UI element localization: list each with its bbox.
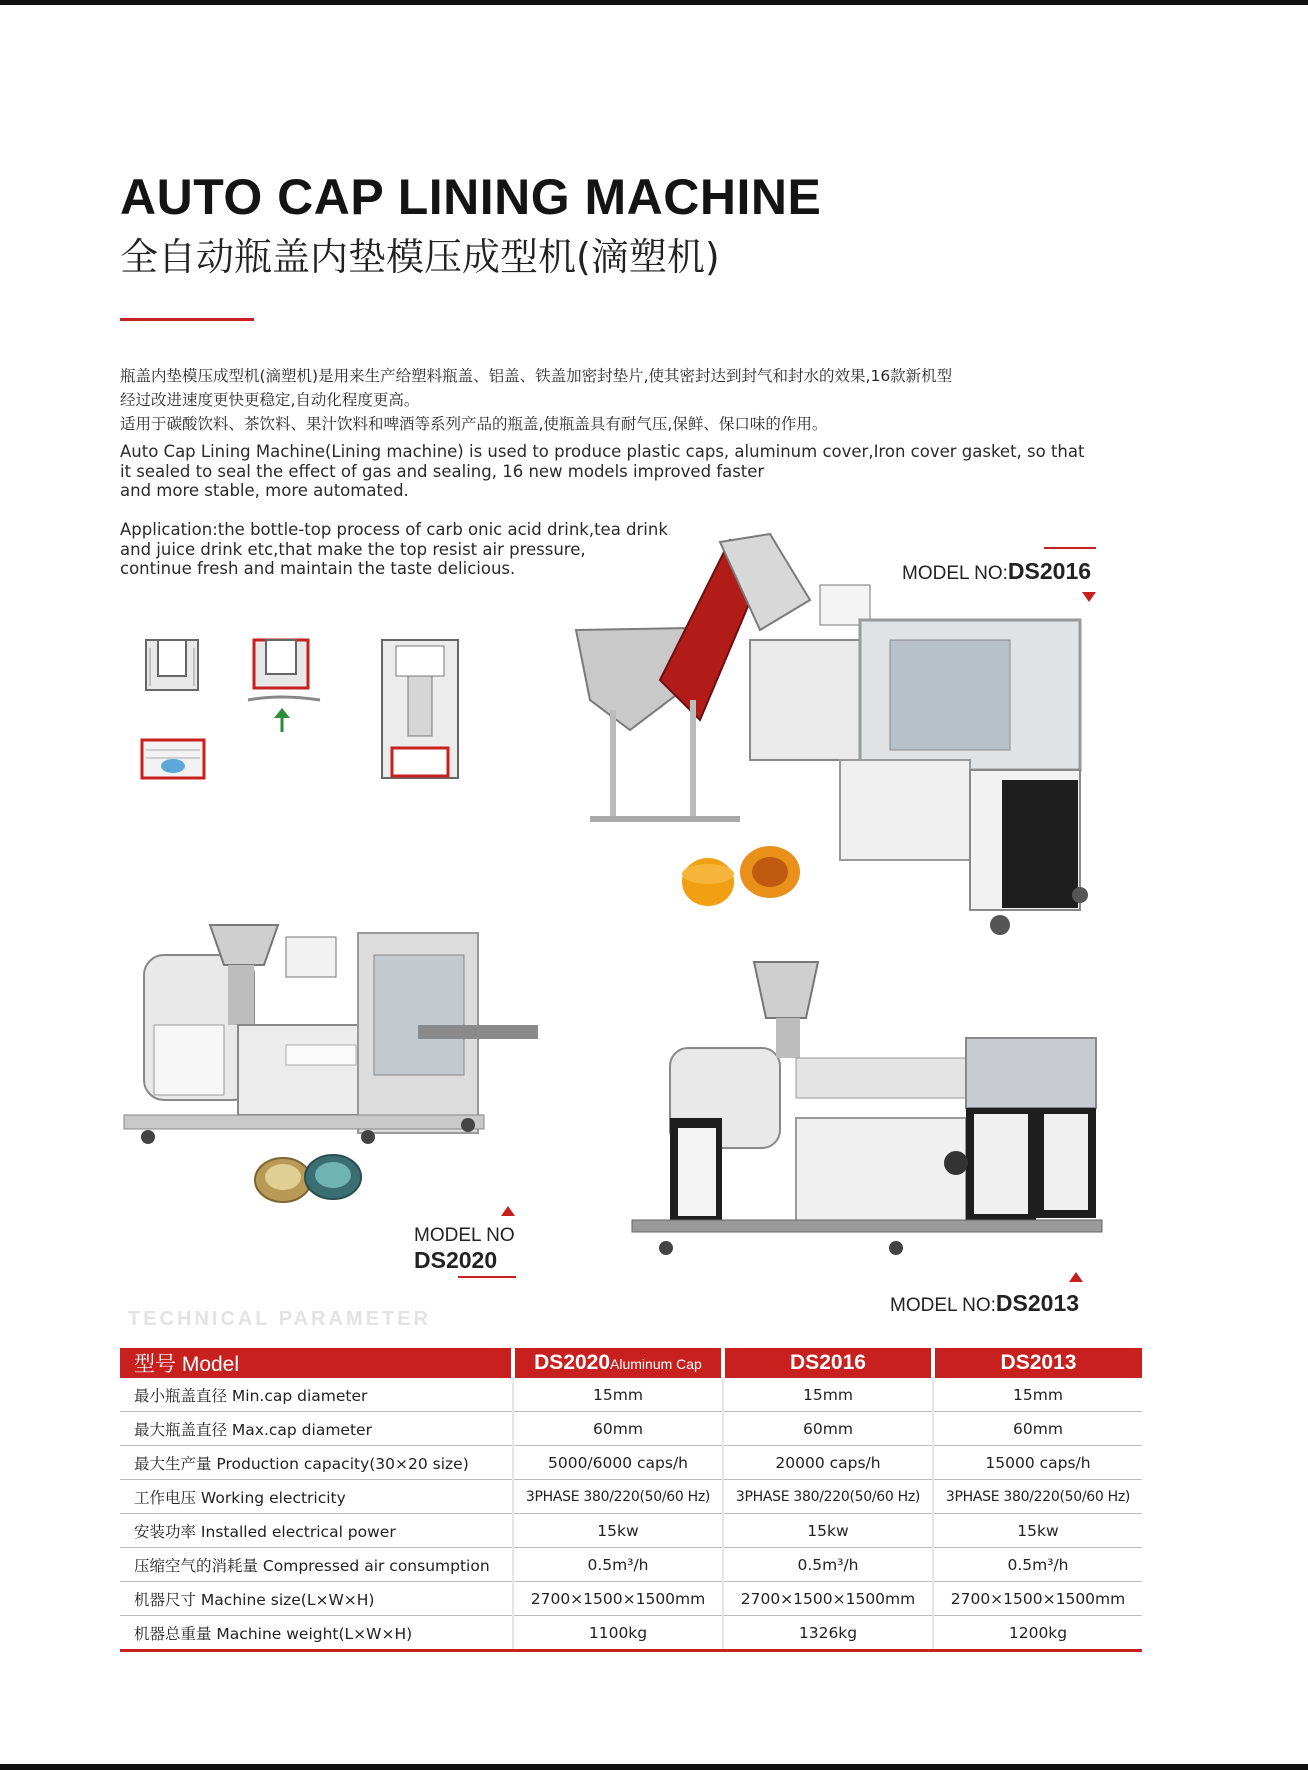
model-label-prefix: MODEL NO: <box>890 1295 996 1316</box>
cell-ds2020: 60mm <box>513 1412 723 1446</box>
model-label-rule <box>1044 547 1096 549</box>
cell-ds2020: 0.5m³/h <box>513 1548 723 1582</box>
model-label-ds2016 <box>902 558 1091 585</box>
cell-ds2013: 15kw <box>933 1514 1142 1548</box>
table-row <box>120 1412 1142 1446</box>
header-model-subtitle: Aluminum Cap <box>610 1356 702 1372</box>
table-row <box>120 1514 1142 1548</box>
model-label-rule <box>458 1276 516 1278</box>
model-label-ds2020 <box>414 1224 515 1272</box>
aluminum-cap-samples <box>255 1155 361 1202</box>
cell-ds2013: 60mm <box>933 1412 1142 1446</box>
cell-ds2013: 3PHASE 380/220(50/60 Hz) <box>933 1480 1142 1514</box>
cell-ds2016: 1326kg <box>723 1616 933 1651</box>
mold-press-icon <box>382 640 458 778</box>
cap-with-liner-icon <box>248 640 320 732</box>
cell-ds2020: 5000/6000 caps/h <box>513 1446 723 1480</box>
table-header-model: 型号 Model <box>120 1348 513 1378</box>
cell-ds2020: 15kw <box>513 1514 723 1548</box>
row-label: 机器尺寸 Machine size(L×W×H) <box>120 1582 513 1616</box>
table-row <box>120 1378 1142 1412</box>
model-label-prefix: MODEL NO: <box>902 563 1008 584</box>
ds2020-machine-image <box>118 915 598 1215</box>
cap-lining-process-diagram <box>130 628 480 788</box>
top-border <box>0 0 1308 5</box>
table-header-ds2013: DS2013 <box>933 1348 1142 1378</box>
model-label-ds2013 <box>890 1290 1079 1317</box>
row-label: 安装功率 Installed electrical power <box>120 1514 513 1548</box>
cell-ds2013: 15mm <box>933 1378 1142 1412</box>
cell-ds2020: 2700×1500×1500mm <box>513 1582 723 1616</box>
cap-cross-section-icon <box>146 640 198 690</box>
model-label-prefix: MODEL NO <box>414 1225 515 1246</box>
description-english-line: Auto Cap Lining Machine(Lining machine) is used to produce plastic caps, aluminum cover,Iron cover gasket, so that <box>120 442 1085 461</box>
description-chinese <box>120 364 1110 436</box>
cell-ds2013: 2700×1500×1500mm <box>933 1582 1142 1616</box>
lining-material-icon <box>142 740 204 778</box>
cell-ds2020: 1100kg <box>513 1616 723 1651</box>
cell-ds2013: 1200kg <box>933 1616 1142 1651</box>
description-chinese-line: 适用于碳酸饮料、茶饮料、果汁饮料和啤酒等系列产品的瓶盖,使瓶盖具有耐气压,保鲜、保口味的作用。 <box>120 415 828 433</box>
triangle-down-icon <box>1082 592 1096 602</box>
cell-ds2016: 3PHASE 380/220(50/60 Hz) <box>723 1480 933 1514</box>
title-underline <box>120 318 254 321</box>
description-english-line: and more stable, more automated. <box>120 481 409 500</box>
row-label: 最大生产量 Production capacity(30×20 size) <box>120 1446 513 1480</box>
model-number: DS2016 <box>1007 558 1092 584</box>
description-english <box>120 442 1110 501</box>
table-row <box>120 1548 1142 1582</box>
triangle-up-icon <box>1069 1272 1083 1282</box>
row-label: 最小瓶盖直径 Min.cap diameter <box>120 1378 513 1412</box>
row-label: 工作电压 Working electricity <box>120 1480 513 1514</box>
row-label: 机器总重量 Machine weight(L×W×H) <box>120 1616 513 1651</box>
row-label: 最大瓶盖直径 Max.cap diameter <box>120 1412 513 1446</box>
application-line: Application:the bottle-top process of carb onic acid drink,tea drink <box>120 520 668 539</box>
cell-ds2016: 0.5m³/h <box>723 1548 933 1582</box>
table-header-row <box>120 1348 1142 1378</box>
model-number: DS2013 <box>995 1290 1080 1316</box>
row-label: 压缩空气的消耗量 Compressed air consumption <box>120 1548 513 1582</box>
table-row <box>120 1582 1142 1616</box>
cell-ds2016: 2700×1500×1500mm <box>723 1582 933 1616</box>
table-row <box>120 1480 1142 1514</box>
description-chinese-line: 经过改进速度更快更稳定,自动化程度更高。 <box>120 391 420 409</box>
table-header-ds2020 <box>513 1348 723 1378</box>
header-model-number: DS2020 <box>534 1351 611 1374</box>
description-english-line: it sealed to seal the effect of gas and sealing, 16 new models improved faster <box>120 461 765 481</box>
plastic-cap-samples <box>682 846 800 906</box>
table-header-ds2016: DS2016 <box>723 1348 933 1378</box>
cell-ds2016: 60mm <box>723 1412 933 1446</box>
model-number: DS2020 <box>414 1247 498 1273</box>
page-title: AUTO CAP LINING MACHINE <box>120 169 822 225</box>
ds2013-machine-image <box>626 958 1116 1298</box>
ds2016-machine-image <box>570 530 1110 940</box>
table-row <box>120 1446 1142 1480</box>
cell-ds2020: 15mm <box>513 1378 723 1412</box>
triangle-up-icon <box>501 1206 515 1216</box>
cell-ds2013: 15000 caps/h <box>933 1446 1142 1480</box>
cell-ds2020: 3PHASE 380/220(50/60 Hz) <box>513 1480 723 1514</box>
page-title-chinese: 全自动瓶盖内垫模压成型机(滴塑机) <box>120 235 720 279</box>
bottom-border <box>0 1764 1308 1770</box>
technical-parameter-heading: TECHNICAL PARAMETER <box>128 1308 431 1330</box>
cell-ds2016: 15mm <box>723 1378 933 1412</box>
application-line: and juice drink etc,that make the top resist air pressure, <box>120 539 586 559</box>
table-row <box>120 1616 1142 1651</box>
application-line: continue fresh and maintain the taste delicious. <box>120 559 516 578</box>
description-chinese-line: 瓶盖内垫模压成型机(滴塑机)是用来生产给塑料瓶盖、铝盖、铁盖加密封垫片,使其密封达到封气和封水的效果,16款新机型 <box>120 367 953 385</box>
cell-ds2016: 15kw <box>723 1514 933 1548</box>
cell-ds2016: 20000 caps/h <box>723 1446 933 1480</box>
technical-parameter-table <box>120 1348 1142 1652</box>
cell-ds2013: 0.5m³/h <box>933 1548 1142 1582</box>
